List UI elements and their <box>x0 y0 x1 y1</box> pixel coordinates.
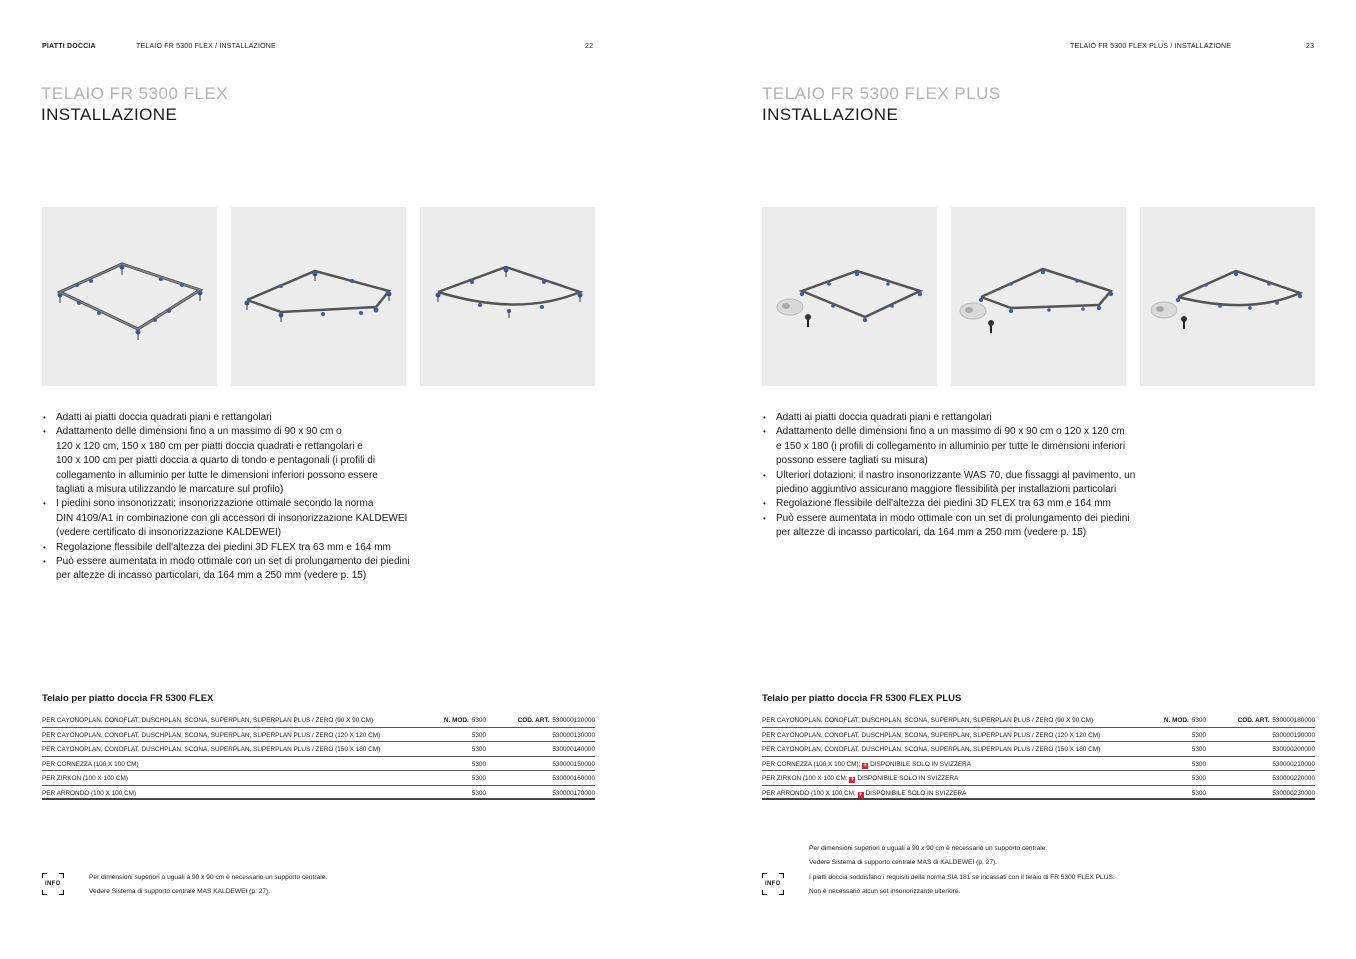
row-description: PER ARRONDO (100 X 100 CM; <box>762 789 856 797</box>
page-title-product: TELAIO FR 5300 FLEX PLUS <box>762 84 1001 103</box>
table-row <box>762 713 1315 728</box>
list-item: • Adatti ai piatti doccia quadrati piani e rettangolari <box>762 411 1135 425</box>
table-title: Telaio per piatto doccia FR 5300 FLEX PLUS <box>762 693 962 704</box>
row-description: PER CORNEZZA (100 X 100 CM) <box>42 760 139 768</box>
table-title: Telaio per piatto doccia FR 5300 FLEX <box>42 693 214 704</box>
table-row <box>762 786 1315 801</box>
info-note: Vedere Sistema di supporto centrale MAS KALDEWEI (p. 27). <box>89 888 271 895</box>
row-code: 530000170000 <box>552 789 595 797</box>
row-model: 5300 <box>1191 746 1206 753</box>
page-title: INSTALLAZIONE <box>762 105 899 124</box>
row-model: 5300 <box>471 731 486 739</box>
product-photo-square-frame <box>42 207 217 386</box>
row-description: PER CAYONOPLAN, CONOFLAT, DUSCHPLAN, SCONA, SUPERPLAN, SUPERPLAN PLUS / ZERO (90 X 90 CM) <box>42 717 374 724</box>
row-model: 5300 <box>1191 731 1206 739</box>
list-item: • Adatti ai piatti doccia quadrati piani e rettangolari <box>42 411 410 425</box>
row-description: PER CAYONOPLAN, CONOFLAT, DUSCHPLAN, SCONA, SUPERPLAN, SUPERPLAN PLUS / ZERO (150 X 180 CM) <box>762 746 1101 753</box>
table-row <box>762 757 1315 772</box>
product-photo-pentagonal-frame-plus <box>951 207 1126 386</box>
row-model: 5300 <box>471 746 486 753</box>
row-model: 5300 <box>471 789 486 797</box>
row-code: 530000230000 <box>1272 789 1315 797</box>
mod-label: N. MOD. <box>443 717 469 724</box>
info-note: Per dimensioni superiori o uguali a 90 x 90 cm è necessario un supporto centrale. <box>809 845 1048 852</box>
product-photo-pentagonal-frame <box>231 207 406 386</box>
info-badge <box>42 873 64 895</box>
cod-label: COD. ART. <box>517 717 550 724</box>
breadcrumb: TELAIO FR 5300 FLEX / INSTALLAZIONE <box>136 43 276 50</box>
row-model: 5300 <box>1191 717 1206 724</box>
product-photo-square-frame-plus <box>762 207 937 386</box>
table-row <box>762 742 1315 757</box>
page-title-product: TELAIO FR 5300 FLEX <box>41 84 229 103</box>
table-row <box>42 757 595 772</box>
product-photos <box>762 207 1315 386</box>
row-description: PER CAYONOPLAN, CONOFLAT, DUSCHPLAN, SCONA, SUPERPLAN, SUPERPLAN PLUS / ZERO (150 X 180 CM) <box>42 746 381 753</box>
table-row <box>42 728 595 743</box>
row-code: 530000160000 <box>552 775 595 782</box>
row-description: PER ZIRKON (100 X 100 CM; <box>762 775 848 782</box>
swiss-flag-icon: + <box>850 777 855 783</box>
info-note: I piatti doccia soddisfano i requisiti della norma SIA 181 se incassati con il telaio di FR 5300 FLEX PLUS. <box>809 874 1115 881</box>
info-note: Vedere Sistema di supporto centrale MAS di KALDEWEI (p. 27). <box>809 859 998 866</box>
table-row <box>42 713 595 728</box>
table-row <box>762 728 1315 743</box>
breadcrumb: TELAIO FR 5300 FLEX PLUS / INSTALLAZIONE <box>1070 43 1232 50</box>
list-item: • Può essere aumentata in modo ottimale con un set di prolungamento dei piedini per altezze di incasso particolari, da 164 mm a 250 mm (vedere p. 15) <box>762 512 1135 541</box>
info-badge <box>762 873 784 895</box>
table-row <box>42 742 595 757</box>
product-photo-quarter-round-frame <box>420 207 595 386</box>
row-code: 530000140000 <box>552 746 595 753</box>
section-label: PIATTI DOCCIA <box>42 43 96 50</box>
mod-label: N. MOD. <box>1163 717 1189 724</box>
table-row <box>42 771 595 786</box>
row-model: 5300 <box>471 760 486 768</box>
swiss-availability-note: DISPONIBILE SOLO IN SVIZZERA <box>870 760 972 768</box>
row-model: 5300 <box>1191 789 1206 797</box>
list-item: • Adattamento delle dimensioni fino a un massimo di 90 x 90 cm o 120 x 120 cm e 150 x 180 (i profili di collegamento in alluminio per tutte le dimensioni inferiori possono essere tagliati su misura) <box>762 425 1135 468</box>
info-label: INFO <box>765 881 781 887</box>
product-photos <box>42 207 595 386</box>
info-label: INFO <box>45 881 61 887</box>
row-code: 530000120000 <box>552 717 595 724</box>
row-model: 5300 <box>471 775 486 782</box>
row-code: 530000220000 <box>1272 775 1315 782</box>
swiss-availability-note: DISPONIBILE SOLO IN SVIZZERA <box>865 789 967 797</box>
row-description: PER CAYONOPLAN, CONOFLAT, DUSCHPLAN, SCONA, SUPERPLAN, SUPERPLAN PLUS / ZERO (90 X 90 CM) <box>762 717 1094 724</box>
table-row <box>42 786 595 801</box>
swiss-flag-icon: + <box>863 762 867 769</box>
cod-label: COD. ART. <box>1237 717 1270 724</box>
feature-list <box>762 411 1135 541</box>
row-description: PER CORNEZZA (100 X 100 CM); <box>762 760 861 768</box>
list-item: • Regolazione flessibile dell'altezza dei piedini 3D FLEX tra 63 mm e 164 mm <box>42 541 410 555</box>
product-table <box>42 713 595 800</box>
list-item: • Ulteriori dotazioni: il nastro insonorizzante WAS 70, due fissaggi al pavimento, un piedino aggiuntivo assicurano maggiore flessibilità per installazioni particolari <box>762 469 1135 498</box>
row-code: 530000150000 <box>552 760 595 768</box>
page-number: 22 <box>585 43 594 50</box>
row-model: 5300 <box>1191 760 1206 768</box>
list-item: • Può essere aumentata in modo ottimale con un set di prolungamento dei piedini per altezze di incasso particolari, da 164 mm a 250 mm (vedere p. 15) <box>42 555 410 584</box>
swiss-availability-note: DISPONIBILE SOLO IN SVIZZERA <box>857 775 959 782</box>
page-number: 23 <box>1306 43 1315 50</box>
row-code: 530000130000 <box>552 731 595 739</box>
info-note: Per dimensioni superiori o uguali a 90 x 90 cm è necessario un supporto centrale. <box>89 874 328 881</box>
row-code: 530000200000 <box>1272 746 1315 753</box>
table-row <box>762 771 1315 786</box>
row-model: 5300 <box>1191 775 1206 782</box>
row-description: PER CAYONOPLAN, CONOFLAT, DUSCHPLAN, SCONA, SUPERPLAN, SUPERPLAN PLUS / ZERO (120 X 120 CM) <box>42 731 381 739</box>
row-code: 530000190000 <box>1272 731 1315 739</box>
info-note: Non è necessario alcun set insonorizzante ulteriore. <box>809 888 961 895</box>
right-page <box>678 0 1356 959</box>
list-item: • Regolazione flessibile dell'altezza dei piedini 3D FLEX tra 63 mm e 164 mm <box>762 497 1135 511</box>
feature-list <box>42 411 410 584</box>
row-code: 530000210000 <box>1272 760 1315 768</box>
row-description: PER ARRONDO (100 X 100 CM) <box>42 789 137 797</box>
product-photo-quarter-round-frame-plus <box>1140 207 1315 386</box>
list-item: • I piedini sono insonorizzati; insonorizzazione ottimale secondo la norma DIN 4109/A1 in combinazione con gli accessori di insonorizzazione KALDEWEI (vedere certificato di insonorizzazione KALDEWEI) <box>42 497 410 540</box>
row-model: 5300 <box>471 717 486 724</box>
product-table <box>762 713 1315 800</box>
row-code: 530000180000 <box>1272 717 1315 724</box>
swiss-flag-icon: + <box>858 791 863 798</box>
page-title: INSTALLAZIONE <box>41 105 178 124</box>
row-description: PER CAYONOPLAN, CONOFLAT, DUSCHPLAN, SCONA, SUPERPLAN, SUPERPLAN PLUS / ZERO (120 X 120 CM) <box>762 731 1101 739</box>
list-item: • Adattamento delle dimensioni fino a un massimo di 90 x 90 cm o 120 x 120 cm, 150 x 180 cm per piatti doccia quadrati e rettangolari e 100 x 100 cm per piatti doccia a quarto di tondo e pentagonali (i profili di collegamento in alluminio per tutte le dimensioni inferiori possono essere tagliati a misura utilizzando le marcature sul profilo) <box>42 425 410 497</box>
row-description: PER ZIRKON (100 X 100 CM) <box>42 775 128 782</box>
